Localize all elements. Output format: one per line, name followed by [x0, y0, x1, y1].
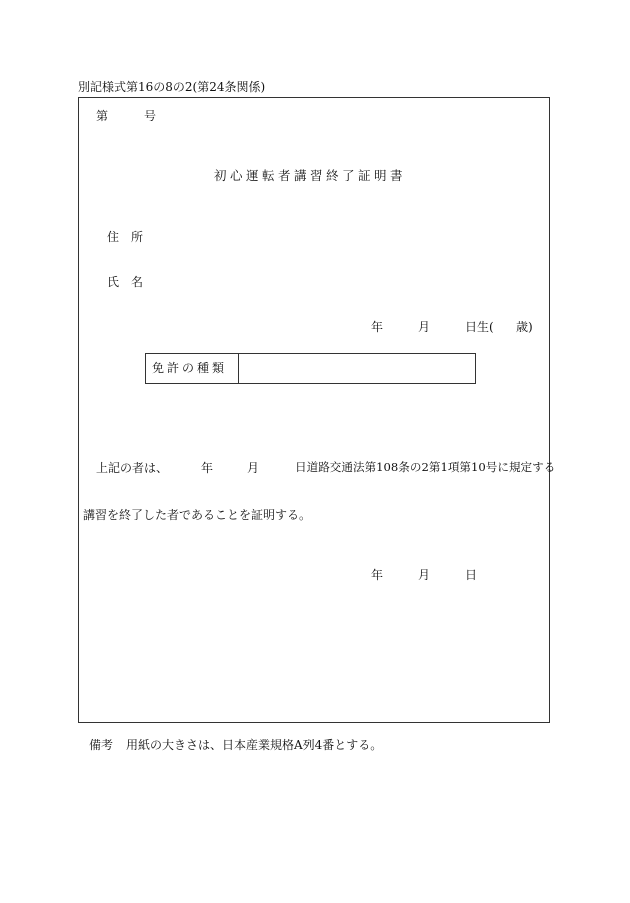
number-prefix: 第 [96, 109, 109, 123]
statement-month-label: 月 [247, 461, 260, 475]
statement-line2: 講習を終了した者であることを証明する。 [83, 508, 312, 522]
note-label: 備考 [89, 738, 114, 752]
statement-prefix: 上記の者は、 [96, 461, 169, 475]
address-label: 住 所 [107, 230, 144, 244]
issue-month-label: 月 [418, 568, 431, 582]
birth-day-age-open: 日生( [465, 320, 494, 334]
issue-year-label: 年 [371, 568, 384, 582]
license-type-label: 免許の種類 [152, 361, 228, 375]
license-type-label-cell [146, 354, 239, 383]
certificate-frame [78, 97, 550, 723]
number-suffix: 号 [144, 109, 157, 123]
certificate-title: 初心運転者講習終了証明書 [214, 168, 407, 183]
issue-day-label: 日 [465, 568, 478, 582]
name-label: 氏 名 [107, 275, 144, 289]
statement-year-label: 年 [201, 461, 214, 475]
license-type-table [145, 353, 476, 384]
statement-suffix: 日道路交通法第108条の2第1項第10号に規定する [295, 460, 556, 474]
license-type-value-cell[interactable] [239, 354, 475, 383]
note-text: 用紙の大きさは、日本産業規格A列4番とする。 [126, 738, 383, 752]
birth-year-label: 年 [371, 320, 384, 334]
form-reference: 別記様式第16の8の2(第24条関係) [78, 80, 266, 94]
birth-month-label: 月 [418, 320, 431, 334]
birth-age-close: 歳) [516, 320, 533, 334]
